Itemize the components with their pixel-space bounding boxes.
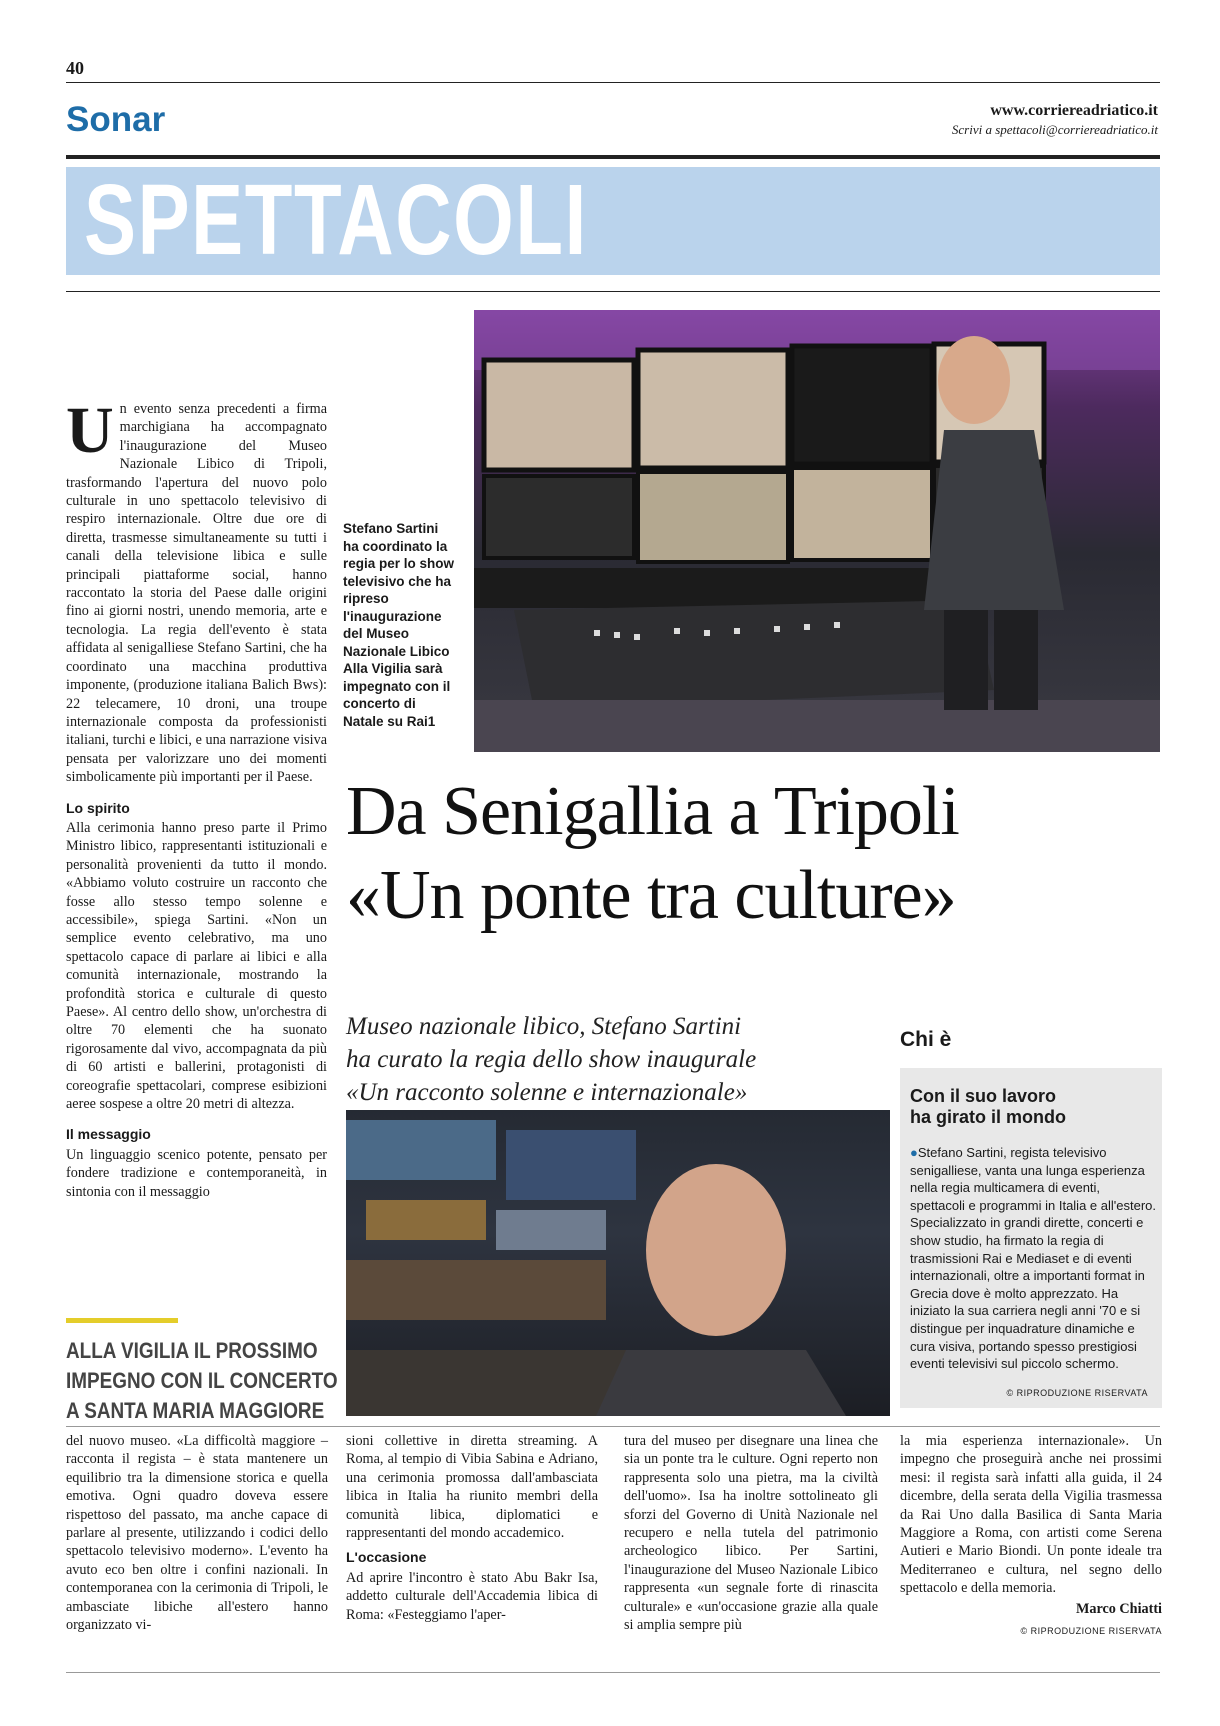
selfie-illustration bbox=[346, 1110, 890, 1416]
sidebar-title: Con il suo lavoro ha girato il mondo bbox=[910, 1086, 1066, 1127]
headline bbox=[346, 770, 1166, 938]
banner-rule bbox=[66, 291, 1160, 292]
paragraph: la mia esperienza internazionale». Un impegno che proseguirà anche nei prossimi mesi: il regista sarà infatti alla guida, il 24 dicembre, della serata della Vigilia trasmessa da Rai Uno dalla Basilica di Santa Maria Maggiore a Roma, con artisti come Serena Autieri e Mario Biondi. Un ponte ideale tra Mediterraneo e cultura, nel segno dello spettacolo e della memoria. bbox=[900, 1433, 1162, 1597]
paragraph-spirito: Alla cerimonia hanno preso parte il Primo Ministro libico, rappresentanti istituzionali e personalità provenienti da tutto il mondo. «Abbiamo voluto costruire un racconto che fosse allo stesso tempo solenne e accessibile», spiega Sartini. «Non un semplice evento celebrativo, ma uno spettacolo capace di parlare ai libici e alla comunità internazionale, mostrando la profondità storica e culturale di questo Paese». Al centro dello show, un'orchestra di oltre 70 elementi che ha suonato rigorosamente dal vivo, accompagnata da più di 60 artisti e ballerini, protagonisti di coreografie spettacolari, comprese esibizioni aeree sospese a oltre 20 metri di altezza. bbox=[66, 819, 327, 1113]
banner-title: SPETTACOLI bbox=[84, 164, 588, 276]
article-column-left bbox=[66, 394, 327, 1201]
article-rights: © RIPRODUZIONE RISERVATA bbox=[1020, 1626, 1162, 1637]
subheading-messaggio: Il messaggio bbox=[66, 1126, 151, 1143]
bullet-icon: ● bbox=[910, 1145, 918, 1160]
paragraph-messaggio: Un linguaggio scenico potente, pensato per fondere tradizione e contemporaneità, in sintonia con il messaggio bbox=[66, 1146, 327, 1200]
page-number: 40 bbox=[66, 58, 84, 78]
footer-rule bbox=[66, 1672, 1160, 1673]
subheading-occasione: L'occasione bbox=[346, 1549, 427, 1566]
drop-cap: U bbox=[66, 394, 114, 467]
article-column-b bbox=[346, 1432, 598, 1624]
section-title: Sonar bbox=[66, 100, 166, 139]
pull-quote-line: IMPEGNO CON IL CONCERTO bbox=[66, 1368, 338, 1393]
paragraph: del nuovo museo. «La difficoltà maggiore – racconta il regista – è stata mantenere un equilibrio tra la dimensione storica e quella emotiva. Ogni quadro doveva essere rispettoso del passato, ma anche capace di parlare al presente, utilizzando i codici dello spettacolo televisivo moderno». L'evento ha avuto eco ben oltre i confini nazionali. In contemporanea con la cerimonia di Tripoli, le ambasciate libiche all'estero hanno organizzato vi- bbox=[66, 1433, 328, 1634]
photo-caption: Stefano Sartini ha coordinato la regia per lo show televisivo che ha ripreso l'inaugurazione del Museo Nazionale Libico Alla Vigilia sarà impegnato con il concerto di Natale su Rai1 bbox=[343, 521, 455, 729]
sidebar-kicker: Chi è bbox=[900, 1028, 952, 1051]
control-room-photo bbox=[474, 310, 1160, 752]
sidebar-rights: © RIPRODUZIONE RISERVATA bbox=[1006, 1388, 1148, 1398]
article-column-c bbox=[624, 1432, 878, 1634]
paragraph: tura del museo per disegnare una linea che sia un ponte tra le culture. Ogni reperto non rappresenta solo una pietra, ma la civiltà dell'uomo». Isa ha inoltre sottolineato gli sforzi del Governo di Unità Nazionale nel recupero e nella tutela del patrimonio archeologico libico. Per Sartini, l'inaugurazione del Museo Nazionale Libico rappresenta «un segnale forte di rinascita culturale» e «un'occasione grazie alla quale si amplia sempre più bbox=[624, 1433, 878, 1634]
control-room-illustration bbox=[474, 310, 1160, 752]
sidebar-text: ●Stefano Sartini, regista televisivo senigalliese, vanta una lunga esperienza nella regia multicamera di eventi, spettacoli e programmi in Italia e all'estero. Specializzato in grandi dirette, concerti e show studio, ha firmato la regia di trasmissioni Rai e Mediaset e di eventi internazionali, oltre a importanti format in Grecia dove è molto apprezzato. Ha iniziato la sua carriera negli anni '70 e si distingue per inquadrature dinamiche e cura visiva, portando spesso prestigiosi eventi televisivi sul piccolo schermo. bbox=[910, 1145, 1156, 1372]
sidebar-box bbox=[900, 1068, 1162, 1408]
header-rule bbox=[66, 155, 1160, 159]
paragraph: sioni collettive in diretta streaming. A Roma, al tempio di Vibia Sabina e Adriano, una cerimonia promossa dall'ambasciata libica in Italia ha riunito membri della comunità libica, diplomatici e rappresentanti del mondo accademico. bbox=[346, 1433, 598, 1542]
subheadline-line: «Un racconto solenne e internazionale» bbox=[346, 1079, 748, 1106]
section-banner bbox=[66, 164, 1160, 276]
paragraph: Ad aprire l'incontro è stato Abu Bakr Isa, addetto culturale dell'Accademia libica di Roma: «Festeggiamo l'aper- bbox=[346, 1569, 598, 1623]
headline-line: Da Senigallia a Tripoli bbox=[346, 773, 959, 850]
pull-quote bbox=[66, 1336, 338, 1426]
website-link[interactable]: www.corriereadriatico.it bbox=[990, 102, 1158, 119]
article-column-d bbox=[900, 1432, 1162, 1640]
subheading-spirito: Lo spirito bbox=[66, 799, 130, 816]
pull-quote-line: A SANTA MARIA MAGGIORE bbox=[66, 1398, 325, 1423]
bottom-rule bbox=[66, 1426, 1160, 1427]
selfie-photo bbox=[346, 1110, 890, 1416]
subheadline-line: ha curato la regia dello show inaugurale bbox=[346, 1046, 757, 1073]
subheadline-line: Museo nazionale libico, Stefano Sartini bbox=[346, 1013, 742, 1040]
subheadline bbox=[346, 1010, 906, 1109]
top-rule bbox=[66, 82, 1160, 83]
author-byline: Marco Chiatti bbox=[1075, 1600, 1162, 1617]
headline-line: «Un ponte tra culture» bbox=[346, 857, 956, 934]
pull-quote-line: ALLA VIGILIA IL PROSSIMO bbox=[66, 1338, 318, 1363]
article-column-a bbox=[66, 1432, 328, 1634]
intro-text: n evento senza precedenti a firma marchigiana ha accompagnato l'inaugurazione del Museo Nazionale Libico di Tripoli, trasformando l'apertura del nuovo polo culturale in uno spettacolo televisivo di respiro internazionale. Oltre due ore di diretta, trasmesse simultaneamente su tutti i canali della televisione libica e sulle principali piattaforme social, hanno raccontato la storia del Paese dalle origini fino ai giorni nostri, unendo memoria, arte e tecnologia. La regia dell'evento è stata affidata al senigalliese Stefano Sartini, che ha coordinato una macchina produttiva imponente, (produzione italiana Balich Bws): 22 telecamere, 10 droni, una troupe internazionale composta da professionisti italiani, turchi e libici, e una narrazione visiva pensata per valorizzare uno dei momenti simbolicamente più importanti per il Paese. bbox=[66, 401, 327, 786]
contact-email[interactable]: Scrivi a spettacoli@corriereadriatico.it bbox=[951, 122, 1158, 137]
pull-quote-rule bbox=[66, 1318, 178, 1323]
